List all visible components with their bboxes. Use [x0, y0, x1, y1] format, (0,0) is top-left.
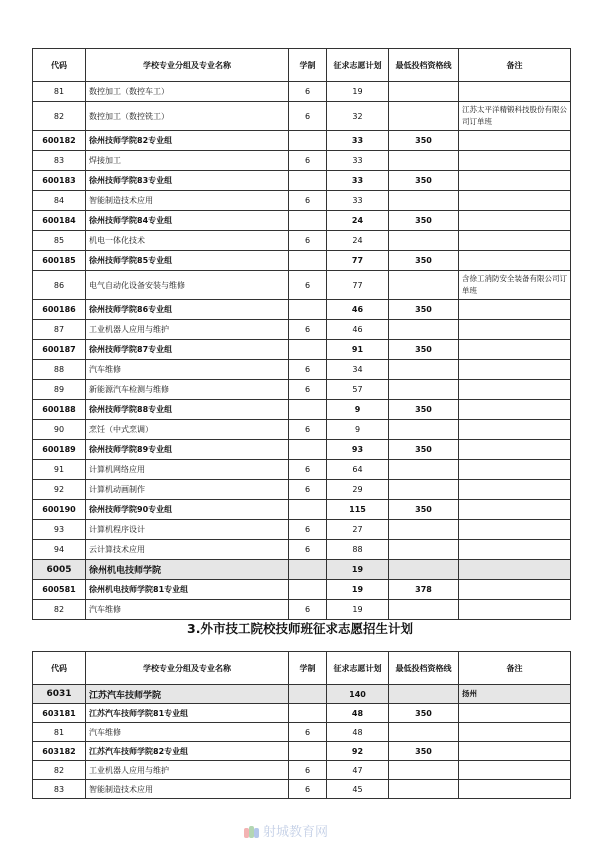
cell-note	[459, 540, 571, 560]
major-row	[33, 102, 571, 131]
cell-min-score: 350	[389, 171, 459, 191]
cell-years: 6	[289, 191, 327, 211]
cell-years	[289, 500, 327, 520]
cell-years: 6	[289, 540, 327, 560]
cell-name: 汽车维修	[86, 600, 289, 620]
cell-min-score: 350	[389, 440, 459, 460]
cell-note	[459, 320, 571, 340]
cell-plan: 92	[327, 742, 389, 761]
major-row	[33, 600, 571, 620]
cell-name: 汽车维修	[86, 360, 289, 380]
cell-note	[459, 460, 571, 480]
cell-code: 82	[33, 102, 86, 131]
cell-name: 工业机器人应用与维护	[86, 761, 289, 780]
major-row	[33, 761, 571, 780]
cell-code: 90	[33, 420, 86, 440]
cell-note	[459, 191, 571, 211]
cell-min-score	[389, 420, 459, 440]
cell-years	[289, 704, 327, 723]
cell-plan: 29	[327, 480, 389, 500]
cell-name: 计算机动画制作	[86, 480, 289, 500]
group-row	[33, 211, 571, 231]
cell-name: 徐州技师学院82专业组	[86, 131, 289, 151]
cell-note	[459, 480, 571, 500]
cell-years: 6	[289, 380, 327, 400]
cell-min-score: 350	[389, 742, 459, 761]
table-header-row	[33, 49, 571, 82]
cell-plan: 93	[327, 440, 389, 460]
cell-name: 江苏汽车技师学院81专业组	[86, 704, 289, 723]
cell-min-score	[389, 320, 459, 340]
cell-min-score: 350	[389, 251, 459, 271]
cell-plan: 88	[327, 540, 389, 560]
cell-min-score	[389, 780, 459, 799]
header-name: 学校专业分组及专业名称	[86, 49, 289, 82]
cell-min-score	[389, 520, 459, 540]
header-plan: 征求志愿计划	[327, 49, 389, 82]
cell-years: 6	[289, 360, 327, 380]
cell-code: 600189	[33, 440, 86, 460]
major-row	[33, 82, 571, 102]
cell-note	[459, 440, 571, 460]
cell-plan: 115	[327, 500, 389, 520]
cell-plan: 33	[327, 171, 389, 191]
group-row	[33, 300, 571, 320]
header-note: 备注	[459, 49, 571, 82]
cell-note	[459, 171, 571, 191]
major-row	[33, 723, 571, 742]
cell-note	[459, 761, 571, 780]
cell-name: 徐州机电技师学院81专业组	[86, 580, 289, 600]
cell-min-score: 350	[389, 400, 459, 420]
cell-plan: 91	[327, 340, 389, 360]
cell-name: 机电一体化技术	[86, 231, 289, 251]
cell-years: 6	[289, 271, 327, 300]
cell-note	[459, 340, 571, 360]
cell-name: 江苏汽车技师学院	[86, 685, 289, 704]
cell-code: 6005	[33, 560, 86, 580]
cell-note	[459, 300, 571, 320]
cell-code: 603182	[33, 742, 86, 761]
cell-note	[459, 742, 571, 761]
cell-years	[289, 742, 327, 761]
cell-plan: 45	[327, 780, 389, 799]
cell-min-score	[389, 685, 459, 704]
cell-note	[459, 131, 571, 151]
cell-years	[289, 211, 327, 231]
cell-code: 84	[33, 191, 86, 211]
major-row	[33, 780, 571, 799]
cell-years	[289, 131, 327, 151]
cell-note	[459, 560, 571, 580]
cell-min-score: 350	[389, 300, 459, 320]
cell-note: 含徐工消防安全装备有限公司订单班	[459, 271, 571, 300]
cell-code: 83	[33, 151, 86, 171]
cell-note	[459, 360, 571, 380]
group-row	[33, 171, 571, 191]
cell-code: 87	[33, 320, 86, 340]
group-row	[33, 742, 571, 761]
cell-note	[459, 723, 571, 742]
cell-code: 600184	[33, 211, 86, 231]
cell-plan: 19	[327, 600, 389, 620]
cell-name: 徐州技师学院90专业组	[86, 500, 289, 520]
cell-note	[459, 151, 571, 171]
cell-years	[289, 340, 327, 360]
plan-table-1	[32, 48, 571, 620]
cell-min-score	[389, 560, 459, 580]
cell-code: 83	[33, 780, 86, 799]
cell-plan: 19	[327, 580, 389, 600]
group-row	[33, 340, 571, 360]
cell-name: 徐州技师学院87专业组	[86, 340, 289, 360]
cell-code: 600190	[33, 500, 86, 520]
cell-name: 江苏汽车技师学院82专业组	[86, 742, 289, 761]
plan-table-2	[32, 651, 571, 799]
cell-name: 烹饪（中式烹调）	[86, 420, 289, 440]
major-row	[33, 360, 571, 380]
cell-name: 徐州技师学院84专业组	[86, 211, 289, 231]
cell-min-score	[389, 360, 459, 380]
cell-plan: 46	[327, 300, 389, 320]
cell-plan: 33	[327, 131, 389, 151]
school-row	[33, 685, 571, 704]
cell-years	[289, 685, 327, 704]
cell-min-score	[389, 82, 459, 102]
cell-min-score	[389, 480, 459, 500]
cell-years	[289, 400, 327, 420]
cell-plan: 48	[327, 704, 389, 723]
cell-note	[459, 780, 571, 799]
section-title: 3.外市技工院校技师班征求志愿招生计划	[187, 621, 413, 636]
cell-name: 电气自动化设备安装与维修	[86, 271, 289, 300]
cell-name: 汽车维修	[86, 723, 289, 742]
cell-note	[459, 420, 571, 440]
cell-code: 81	[33, 723, 86, 742]
cell-years: 6	[289, 102, 327, 131]
cell-name: 计算机网络应用	[86, 460, 289, 480]
group-row	[33, 400, 571, 420]
cell-min-score	[389, 102, 459, 131]
cell-min-score	[389, 540, 459, 560]
watermark-text: 射城教育网	[263, 825, 329, 840]
header-min-score: 最低投档资格线	[389, 652, 459, 685]
header-plan: 征求志愿计划	[327, 652, 389, 685]
major-row	[33, 320, 571, 340]
cell-years	[289, 440, 327, 460]
table-header-row	[33, 652, 571, 685]
header-years: 学制	[289, 49, 327, 82]
cell-code: 600183	[33, 171, 86, 191]
cell-plan: 24	[327, 231, 389, 251]
cell-note	[459, 400, 571, 420]
group-row	[33, 500, 571, 520]
cell-plan: 140	[327, 685, 389, 704]
cell-min-score	[389, 231, 459, 251]
cell-plan: 77	[327, 271, 389, 300]
cell-note	[459, 231, 571, 251]
group-row	[33, 704, 571, 723]
cell-note	[459, 380, 571, 400]
cell-note	[459, 251, 571, 271]
cell-code: 88	[33, 360, 86, 380]
cell-name: 云计算技术应用	[86, 540, 289, 560]
cell-note: 扬州	[459, 685, 571, 704]
group-row	[33, 131, 571, 151]
major-row	[33, 231, 571, 251]
major-row	[33, 520, 571, 540]
cell-code: 600186	[33, 300, 86, 320]
cell-code: 6031	[33, 685, 86, 704]
cell-min-score	[389, 600, 459, 620]
cell-years: 6	[289, 761, 327, 780]
cell-name: 计算机程序设计	[86, 520, 289, 540]
cell-plan: 64	[327, 460, 389, 480]
cell-years	[289, 251, 327, 271]
cell-code: 93	[33, 520, 86, 540]
cell-plan: 47	[327, 761, 389, 780]
cell-years: 6	[289, 600, 327, 620]
header-name: 学校专业分组及专业名称	[86, 652, 289, 685]
school-row	[33, 560, 571, 580]
cell-plan: 77	[327, 251, 389, 271]
cell-min-score: 350	[389, 500, 459, 520]
group-row	[33, 580, 571, 600]
cell-years: 6	[289, 151, 327, 171]
cell-min-score: 350	[389, 131, 459, 151]
cell-name: 新能源汽车检测与维修	[86, 380, 289, 400]
cell-name: 徐州机电技师学院	[86, 560, 289, 580]
cell-min-score	[389, 723, 459, 742]
cell-name: 徐州技师学院83专业组	[86, 171, 289, 191]
cell-years: 6	[289, 780, 327, 799]
cell-name: 智能制造技术应用	[86, 780, 289, 799]
major-row	[33, 151, 571, 171]
major-row	[33, 191, 571, 211]
cell-plan: 24	[327, 211, 389, 231]
cell-years: 6	[289, 420, 327, 440]
header-code: 代码	[33, 652, 86, 685]
cell-years	[289, 300, 327, 320]
cell-plan: 19	[327, 82, 389, 102]
cell-years: 6	[289, 231, 327, 251]
cell-code: 600187	[33, 340, 86, 360]
cell-name: 徐州技师学院89专业组	[86, 440, 289, 460]
cell-note	[459, 600, 571, 620]
cell-note: 江苏太平洋精锻科技股份有限公司订单班	[459, 102, 571, 131]
cell-code: 600188	[33, 400, 86, 420]
cell-min-score	[389, 191, 459, 211]
major-row	[33, 460, 571, 480]
cell-code: 82	[33, 761, 86, 780]
header-note: 备注	[459, 652, 571, 685]
cell-note	[459, 211, 571, 231]
cell-years: 6	[289, 520, 327, 540]
cell-code: 600185	[33, 251, 86, 271]
cell-plan: 19	[327, 560, 389, 580]
cell-min-score: 378	[389, 580, 459, 600]
cell-note	[459, 500, 571, 520]
cell-min-score	[389, 460, 459, 480]
cell-min-score	[389, 271, 459, 300]
cell-note	[459, 520, 571, 540]
cell-plan: 48	[327, 723, 389, 742]
cell-plan: 9	[327, 420, 389, 440]
cell-name: 数控加工（数控车工）	[86, 82, 289, 102]
group-row	[33, 440, 571, 460]
cell-code: 82	[33, 600, 86, 620]
cell-note	[459, 704, 571, 723]
cell-name: 徐州技师学院86专业组	[86, 300, 289, 320]
cell-min-score: 350	[389, 340, 459, 360]
cell-code: 85	[33, 231, 86, 251]
cell-plan: 33	[327, 191, 389, 211]
cell-code: 86	[33, 271, 86, 300]
cell-min-score	[389, 380, 459, 400]
cell-years: 6	[289, 82, 327, 102]
cell-years: 6	[289, 460, 327, 480]
cell-years	[289, 580, 327, 600]
watermark	[244, 821, 328, 840]
cell-plan: 46	[327, 320, 389, 340]
cell-min-score: 350	[389, 704, 459, 723]
cell-plan: 57	[327, 380, 389, 400]
cell-code: 81	[33, 82, 86, 102]
cell-code: 89	[33, 380, 86, 400]
major-row	[33, 271, 571, 300]
major-row	[33, 420, 571, 440]
cell-years: 6	[289, 320, 327, 340]
cell-min-score: 350	[389, 211, 459, 231]
cell-min-score	[389, 761, 459, 780]
cell-plan: 34	[327, 360, 389, 380]
cell-name: 徐州技师学院88专业组	[86, 400, 289, 420]
major-row	[33, 380, 571, 400]
header-code: 代码	[33, 49, 86, 82]
cell-note	[459, 82, 571, 102]
book-logo-icon	[244, 824, 258, 838]
cell-plan: 9	[327, 400, 389, 420]
cell-code: 603181	[33, 704, 86, 723]
cell-code: 92	[33, 480, 86, 500]
cell-code: 91	[33, 460, 86, 480]
cell-plan: 32	[327, 102, 389, 131]
cell-name: 工业机器人应用与维护	[86, 320, 289, 340]
header-years: 学制	[289, 652, 327, 685]
group-row	[33, 251, 571, 271]
cell-years: 6	[289, 723, 327, 742]
major-row	[33, 540, 571, 560]
cell-name: 徐州技师学院85专业组	[86, 251, 289, 271]
cell-code: 94	[33, 540, 86, 560]
cell-plan: 33	[327, 151, 389, 171]
cell-min-score	[389, 151, 459, 171]
header-min-score: 最低投档资格线	[389, 49, 459, 82]
cell-code: 600182	[33, 131, 86, 151]
cell-plan: 27	[327, 520, 389, 540]
cell-years: 6	[289, 480, 327, 500]
cell-name: 智能制造技术应用	[86, 191, 289, 211]
major-row	[33, 480, 571, 500]
cell-name: 数控加工（数控铣工）	[86, 102, 289, 131]
cell-code: 600581	[33, 580, 86, 600]
cell-years	[289, 171, 327, 191]
cell-name: 焊接加工	[86, 151, 289, 171]
cell-years	[289, 560, 327, 580]
cell-note	[459, 580, 571, 600]
